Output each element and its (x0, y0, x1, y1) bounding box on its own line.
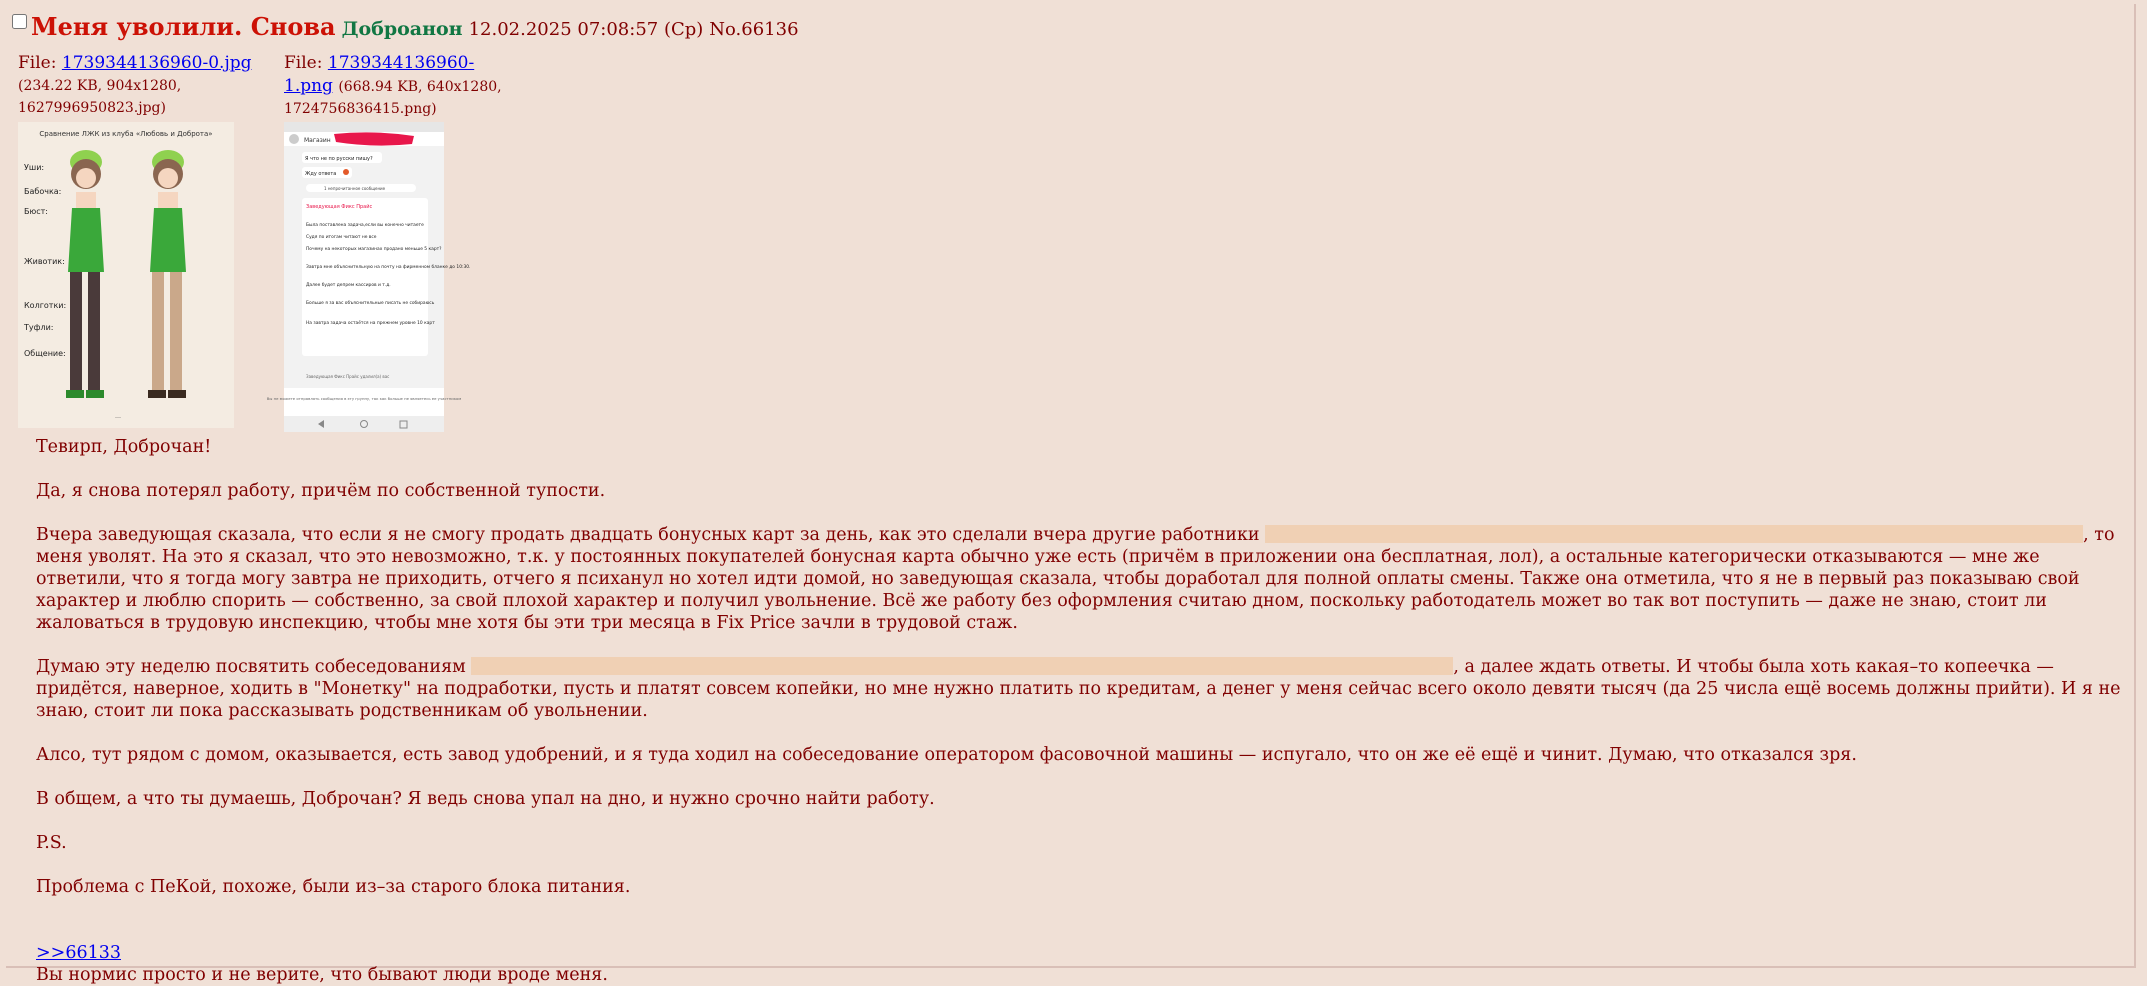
svg-text:Животик:: Животик: (24, 257, 65, 266)
svg-text:Больше я за вас объяснительные: Больше я за вас объяснительные писать не собираюсь (306, 301, 435, 306)
reply-link[interactable]: >>66133 (36, 943, 121, 963)
svg-text:Почему на некоторых магазинах: Почему на некоторых магазинах продано меньше 5 карт? (306, 247, 442, 252)
svg-text:Жду ответа: Жду ответа (305, 171, 337, 177)
file-original-name-1: 1627996950823.jpg) (18, 100, 166, 116)
message-paragraph-4: Алсо, тут рядом с домом, оказывается, есть завод удобрений, и я туда ходил на собеседование оператором фасовочной машины — испугало, что он же её ещё и чинит. Думаю, что отказался зря. (36, 745, 1857, 765)
svg-text:Общение:: Общение: (24, 349, 66, 358)
file-label: File: (18, 53, 57, 73)
spoiler-redaction[interactable] (471, 657, 1453, 675)
poster-name: Доброанон (341, 18, 463, 40)
post-subject: Меня уволили. Снова (31, 12, 336, 41)
svg-text:Заведующая Фикс Прайс удалил(а: Заведующая Фикс Прайс удалил(а) вас (306, 374, 390, 379)
post-number[interactable]: No.66136 (709, 19, 799, 40)
post-body (36, 436, 2126, 986)
svg-text:Уши:: Уши: (24, 163, 45, 172)
svg-text:Далее будет депрем кассиров и: Далее будет депрем кассиров и т.д. (306, 283, 391, 288)
svg-text:Бюст:: Бюст: (24, 207, 48, 216)
svg-text:Заведующая Фикс Прайс: Заведующая Фикс Прайс (306, 204, 373, 210)
file-label: File: (284, 53, 323, 73)
svg-text:Бабочка:: Бабочка: (24, 187, 62, 196)
svg-text:Судя по итогам читают не все: Судя по итогам читают не все (306, 235, 377, 240)
file-meta-2: (668.94 KB, 640x1280, (338, 79, 502, 95)
thumb-1-title: Сравнение ЛЖК из клуба «Любовь и Доброта» (39, 130, 213, 138)
file-info-2 (284, 52, 544, 120)
post (6, 4, 2136, 985)
message-paragraph-1: Да, я снова потерял работу, причём по собственной тупости. (36, 481, 606, 501)
file-info-1 (18, 52, 258, 119)
file-link-2-part2[interactable]: 1.png (284, 76, 333, 96)
svg-text:Завтра мне объяснительную на п: Завтра мне объяснительную на почту на фирменном бланке до 10:30. (306, 265, 471, 270)
file-link-2-part1[interactable]: 1739344136960- (327, 53, 475, 73)
svg-text:На завтра задача остаётся на п: На завтра задача остаётся на прежнем уровне 10 карт (306, 321, 435, 326)
message-ps: P.S. (36, 833, 67, 853)
chat-screenshot-thumbnail[interactable] (266, 122, 471, 432)
spoiler-redaction[interactable] (1265, 525, 2083, 543)
file-meta-1: (234.22 KB, 904x1280, (18, 78, 182, 94)
anime-infographic-thumbnail[interactable] (18, 122, 234, 428)
svg-text:1 непрочитанное сообщение: 1 непрочитанное сообщение (324, 186, 386, 191)
message-paragraph-7: Проблема с ПеКой, похоже, были из–за старого блока питания. (36, 877, 631, 897)
message-greeting: Тевирп, Доброчан! (36, 437, 212, 457)
svg-text:…: … (115, 413, 121, 420)
message-paragraph-3: Думаю эту неделю посвятить собеседованиям , а далее ждать ответы. И чтобы была хоть какая–то копеечка — придётся, наверное, ходить в "Монетку" на подработки, пусть и платят совсем копейки, но мне нужно платить по кредитам, а денег у меня сейчас всего около девяти тысяч (да 25 числа ещё восемь должны прийти). И я не знаю, стоит ли пока рассказывать родственникам об увольнении. (36, 657, 2121, 721)
file-original-name-2: 1724756836415.png) (284, 101, 437, 117)
svg-text:Туфли:: Туфли: (24, 323, 54, 332)
message-paragraph-2: Вчера заведующая сказала, что если я не смогу продать двадцать бонусных карт за день, как это сделали вчера другие работники , то меня уволят. На это я сказал, что это невозможно, т.к. у постоянных покупателей бонусная карта обычно уже есть (причём в приложении она бесплатная, лол), а остальные категорически отказываются — мне же ответили, что я тогда могу завтра не приходить, отчего я психанул но хотел идти домой, но заведующая сказала, чтобы доработал для полной оплаты смены. Также она отметила, что я не в первый раз показываю свой характер и люблю спорить — собственно, за свой плохой характер и получил увольнение. Всё же работу без оформления считаю дном, поскольку работодатель может во так вот поступить — даже не знаю, стоит ли жаловаться в трудовую инспекцию, чтобы мне хотя бы эти три месяца в Fix Price зачли в трудовой стаж. (36, 525, 2115, 633)
post-select-checkbox[interactable] (12, 14, 27, 29)
post-header (12, 12, 799, 41)
svg-text:Колготки:: Колготки: (24, 301, 67, 310)
svg-text:Вы не можете отправлять сообще: Вы не можете отправлять сообщения в эту группу, так как больше не являетесь ее участником (266, 396, 462, 401)
file-link-1[interactable]: 1739344136960-0.jpg (61, 53, 252, 73)
message-paragraph-5: В общем, а что ты думаешь, Доброчан? Я ведь снова упал на дно, и нужно срочно найти работу. (36, 789, 935, 809)
svg-text:Магазин: Магазин (304, 137, 331, 144)
svg-text:Я что не по русски пишу?: Я что не по русски пишу? (305, 156, 373, 162)
svg-text:Была поставлена задача,если вы: Была поставлена задача,если вы конечно читаете (306, 223, 424, 228)
message-last-line: Вы нормис просто и не верите, что бывают люди вроде меня. (36, 965, 608, 985)
post-datetime: 12.02.2025 07:08:57 (Ср) (468, 19, 704, 40)
